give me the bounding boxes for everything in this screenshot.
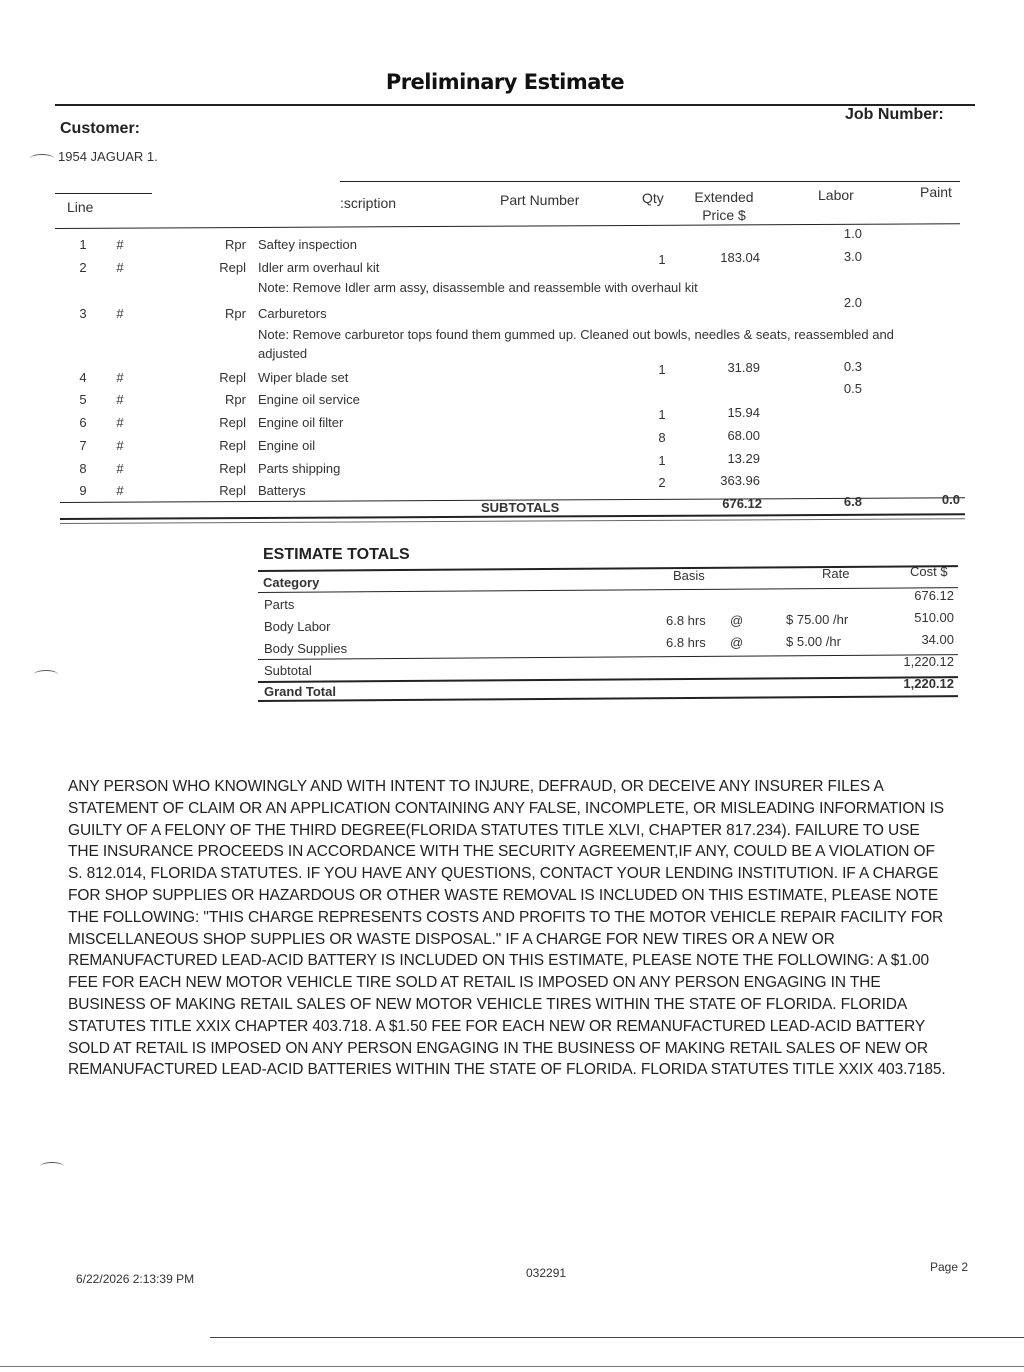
page-title: Preliminary Estimate <box>385 70 625 94</box>
line-labor: 0.3 <box>843 359 862 374</box>
line-description: Wiper blade set <box>258 370 349 385</box>
totals-rate: $ 75.00 /hr <box>786 612 849 627</box>
col-part-number: Part Number <box>500 192 580 208</box>
line-description: Engine oil service <box>258 392 360 407</box>
line-extended-price: 31.89 <box>727 360 760 375</box>
note-carburetors: Note: Remove carburetor tops found them gummed up. Cleaned out bowls, needles & seats, reassembled and adjusted <box>258 327 894 361</box>
line-extended-price: 68.00 <box>727 428 760 443</box>
estimate-totals-title: ESTIMATE TOTALS <box>263 546 410 563</box>
job-number-label: Job Number: <box>845 106 944 123</box>
line-qty: 8 <box>658 430 666 445</box>
totals-header-rule <box>258 587 958 593</box>
totals-col-cost: Cost $ <box>910 564 948 579</box>
col-paint: Paint <box>920 184 952 200</box>
line-extended-price: 363.96 <box>720 473 760 488</box>
scan-mark <box>30 154 54 163</box>
totals-subtotal-label: Subtotal <box>264 663 312 678</box>
line-mark: # <box>116 370 124 385</box>
col-description: :scription <box>340 195 397 211</box>
subtotals-label: SUBTOTALS <box>481 500 560 515</box>
line-mark: # <box>116 260 124 275</box>
customer-label: Customer: <box>60 120 141 137</box>
line-qty: 2 <box>658 475 666 490</box>
line-number: 6 <box>79 415 87 430</box>
line-number: 4 <box>79 370 87 385</box>
line-description: Engine oil filter <box>258 415 344 430</box>
totals-category: Parts <box>264 597 295 612</box>
line-qty: 1 <box>658 362 666 377</box>
scan-mark <box>34 670 58 679</box>
line-number: 9 <box>79 483 87 498</box>
totals-basis: 6.8 hrs <box>666 613 706 628</box>
table-top-rule-left <box>55 193 152 194</box>
line-extended-price: 15.94 <box>727 405 760 420</box>
line-description: Saftey inspection <box>258 237 358 252</box>
line-operation: Repl <box>219 260 246 275</box>
line-labor: 1.0 <box>843 226 862 241</box>
totals-row <box>264 588 954 617</box>
col-extended-price-line1: Extended <box>694 189 754 205</box>
totals-category: Body Labor <box>264 619 331 634</box>
line-number: 2 <box>79 260 87 275</box>
line-mark: # <box>116 392 124 407</box>
col-qty: Qty <box>642 190 664 206</box>
line-description: Parts shipping <box>258 461 341 476</box>
subtotal-labor: 6.8 <box>843 494 862 509</box>
totals-rate: $ 5.00 /hr <box>786 634 841 649</box>
totals-cost: 34.00 <box>921 632 954 647</box>
line-number: 1 <box>79 237 87 252</box>
line-extended-price: 13.29 <box>727 451 760 466</box>
grand-total-label: Grand Total <box>264 684 336 699</box>
line-mark: # <box>116 415 124 430</box>
totals-cost: 510.00 <box>914 610 954 625</box>
totals-title-rule <box>258 565 958 571</box>
line-labor: 2.0 <box>843 295 862 310</box>
line-operation: Repl <box>219 370 246 385</box>
grand-total-row <box>264 676 954 704</box>
line-mark: # <box>116 306 124 321</box>
line-number: 5 <box>79 392 87 407</box>
totals-col-category: Category <box>263 575 320 590</box>
bottom-edge-rule <box>0 1366 1024 1367</box>
totals-basis: 6.8 hrs <box>666 635 706 650</box>
line-qty: 1 <box>658 453 666 468</box>
title-rule <box>55 104 975 106</box>
footer-rule <box>210 1337 1024 1338</box>
line-labor: 0.5 <box>843 381 862 396</box>
footer-page-number: Page 2 <box>930 1260 969 1274</box>
subtotal-rule-bottom-thin <box>60 518 965 524</box>
grand-total-cost: 1,220.12 <box>903 676 954 691</box>
line-mark: # <box>116 237 124 252</box>
line-mark: # <box>116 438 124 453</box>
line-operation: Rpr <box>225 306 246 321</box>
vehicle-name: 1954 JAGUAR 1. <box>58 149 158 164</box>
col-extended-price-line2: Price $ <box>702 207 746 223</box>
scan-mark <box>40 1162 64 1171</box>
totals-at: @ <box>730 635 744 650</box>
table-header-rule <box>55 223 960 229</box>
col-line: Line <box>67 199 94 215</box>
subtotal-price: 676.12 <box>722 496 762 511</box>
footer-code: 032291 <box>526 1266 567 1280</box>
totals-row <box>264 610 954 639</box>
line-description: Engine oil <box>258 438 316 453</box>
totals-at: @ <box>730 613 744 628</box>
line-qty: 1 <box>658 252 666 267</box>
col-labor: Labor <box>818 187 854 203</box>
legal-disclaimer: ANY PERSON WHO KNOWINGLY AND WITH INTENT TO INJURE, DEFRAUD, OR DECEIVE ANY INSURER FILES A STATEMENT OF CLAIM OR AN APPLICATION CONTAINING ANY FALSE, INCOMPLETE, OR MISLEADING INFORMATION IS GUILTY OF A FELONY OF THE THIRD DEGREE(FLORIDA STATUTES TITLE XLVI, CHAPTER 817.234). FAILURE TO USE THE INSURANCE PROCEEDS IN ACCORDANCE WITH THE SECURITY AGREEMENT,IF ANY, COULD BE A VIOLATION OF S. 812.014, FLORIDA STATUTES. IF YOU HAVE ANY QUESTIONS, CONTACT YOUR LENDING INSTITUTION. IF A CHARGE FOR SHOP SUPPLIES OR HAZARDOUS OR OTHER WASTE REMOVAL IS INCLUDED ON THIS ESTIMATE, PLEASE NOTE THE FOLLOWING: "THIS CHARGE REPRESENTS COSTS AND PROFITS TO THE MOTOR VEHICLE REPAIR FACILITY FOR MISCELLANEOUS SHOP SUPPLIES OR WASTE DISPOSAL." IF A CHARGE FOR NEW TIRES OR A NEW OR REMANUFACTURED LEAD-ACID BATTERY IS INCLUDED ON THIS ESTIMATE, PLEASE NOTE THE FOLLOWING: A $1.00 FEE FOR EACH NEW MOTOR VEHICLE TIRE SOLD AT RETAIL IS IMPOSED ON ANY PERSON ENGAGING IN THE BUSINESS OF MAKING RETAIL SALES OF NEW MOTOR VEHICLE TIRES WITHIN THE STATE OF FLORIDA. FLORIDA STATUTES TITLE XXIX CHAPTER 403.718. A $1.50 FEE FOR EACH NEW OR REMANUFACTURED LEAD-ACID BATTERY SOLD AT RETAIL IS IMPOSED ON ANY PERSON ENGAGING IN THE BUSINESS OF MAKING RETAIL SALES OF NEW OR REMANUFACTURED LEAD-ACID BATTERIES WITHIN THE STATE OF FLORIDA. FLORIDA STATUTES TITLE XXIX 403.7185. <box>68 778 946 1079</box>
line-extended-price: 183.04 <box>720 250 760 265</box>
line-operation: Rpr <box>225 237 246 252</box>
table-top-rule-right <box>340 181 960 182</box>
footer-timestamp: 6/22/2026 2:13:39 PM <box>76 1272 195 1286</box>
line-mark: # <box>116 461 124 476</box>
line-number: 3 <box>79 306 87 321</box>
line-description: Carburetors <box>258 306 327 321</box>
col-extended-price <box>690 188 758 224</box>
totals-subtotal-cost: 1,220.12 <box>903 654 954 669</box>
totals-col-basis: Basis <box>673 568 705 583</box>
totals-col-rate: Rate <box>822 566 850 581</box>
line-description: Idler arm overhaul kit <box>258 260 380 275</box>
totals-category: Body Supplies <box>264 641 348 656</box>
line-operation: Repl <box>219 461 246 476</box>
line-qty: 1 <box>658 407 666 422</box>
totals-cost: 676.12 <box>914 588 954 603</box>
line-description: Batterys <box>258 483 306 498</box>
line-operation: Repl <box>219 415 246 430</box>
line-labor: 3.0 <box>843 249 862 264</box>
subtotal-paint: 0.0 <box>941 492 960 507</box>
line-number: 7 <box>79 438 87 453</box>
line-operation: Repl <box>219 483 246 498</box>
line-operation: Rpr <box>225 392 246 407</box>
line-operation: Repl <box>219 438 246 453</box>
line-mark: # <box>116 483 124 498</box>
line-number: 8 <box>79 461 87 476</box>
note-idler-arm: Note: Remove Idler arm assy, disassemble and reassemble with overhaul kit <box>258 280 698 295</box>
